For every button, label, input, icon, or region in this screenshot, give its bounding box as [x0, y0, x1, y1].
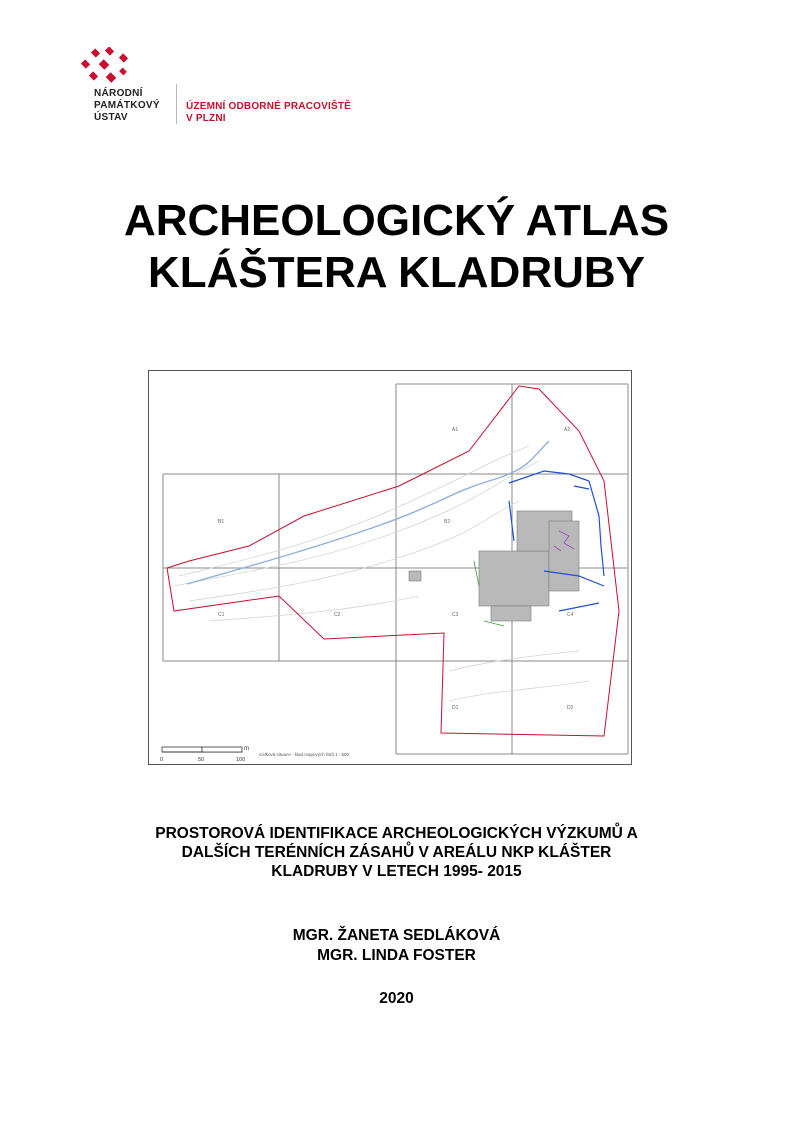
grid-label: C4 — [567, 612, 574, 618]
org-line: PAMÁTKOVÝ — [94, 100, 160, 111]
subtitle-line: DALŠÍCH TERÉNNÍCH ZÁSAHŮ V AREÁLU NKP KLÁŠTER — [181, 844, 612, 861]
header-divider — [176, 84, 177, 124]
publication-year: 2020 — [379, 990, 414, 1007]
grid-label: C3 — [452, 612, 459, 618]
grid-label: B1 — [218, 519, 225, 525]
regional-office — [186, 101, 351, 125]
org-line: ÚSTAV — [94, 112, 128, 123]
scale-unit: m — [244, 746, 249, 752]
monastery-buildings — [409, 511, 579, 621]
title-line: ARCHEOLOGICKÝ ATLAS — [123, 196, 670, 245]
site-map — [148, 370, 632, 765]
grid-label: A1 — [452, 427, 459, 433]
npu-logo-icon — [80, 47, 132, 87]
authors — [0, 926, 793, 966]
grid-label: C1 — [218, 612, 225, 618]
author-name: MGR. ŽANETA SEDLÁKOVÁ — [292, 927, 501, 944]
document-subtitle — [0, 824, 793, 881]
grid-label: A2 — [564, 427, 571, 433]
scale-tick: 50 — [198, 757, 205, 763]
grid-label: D2 — [567, 705, 574, 711]
org-line: NÁRODNÍ — [94, 88, 143, 99]
organization-name — [94, 88, 160, 124]
scale-tick: 0 — [160, 757, 164, 763]
map-caption: Celková situace - klad mapových listů 1 : 500 — [259, 752, 350, 757]
grid-label: D1 — [452, 705, 459, 711]
document-title — [0, 195, 793, 299]
unit-line: ÚZEMNÍ ODBORNÉ PRACOVIŠTĚ — [186, 101, 352, 112]
grid-label: C2 — [334, 612, 341, 618]
author-name: MGR. LINDA FOSTER — [317, 947, 476, 964]
grid-label: B2 — [444, 519, 451, 525]
scale-tick: 100 — [236, 757, 246, 763]
subtitle-line: PROSTOROVÁ IDENTIFIKACE ARCHEOLOGICKÝCH VÝZKUMŮ A — [155, 825, 638, 842]
subtitle-line: KLADRUBY V LETECH 1995- 2015 — [271, 863, 522, 880]
unit-line: V PLZNI — [186, 113, 226, 124]
scale-bar — [160, 746, 350, 763]
title-line: KLÁŠTERA KLADRUBY — [147, 248, 646, 297]
